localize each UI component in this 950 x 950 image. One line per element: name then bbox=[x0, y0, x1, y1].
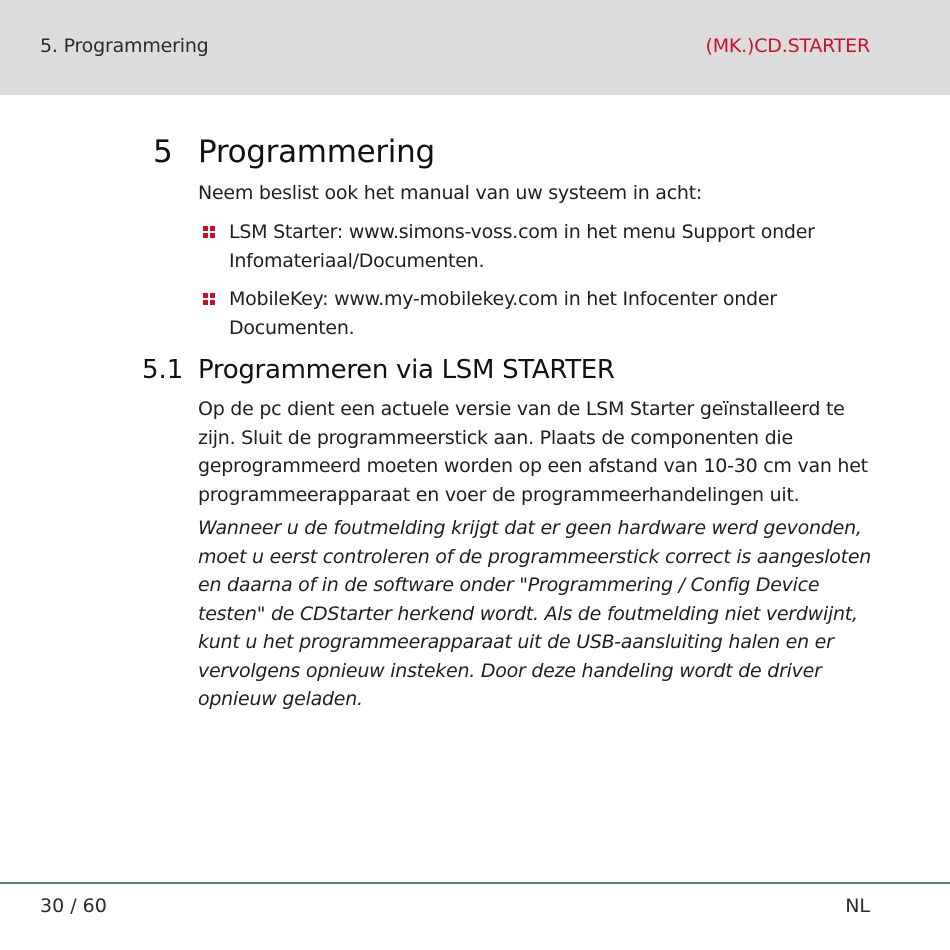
chapter-intro: Neem beslist ook het manual van uw systeem in acht: bbox=[198, 182, 703, 204]
page-header bbox=[0, 0, 950, 95]
section-note: Wanneer u de foutmelding krijgt dat er geen hardware werd gevonden, moet u eerst controleren of de programmeerstick correct is aangesloten en daarna of in de software onder "Programmering / Config Device testen" de CDStarter herkend wordt. Als de foutmelding niet verdwijnt, kunt u het programmeerapparaat uit de USB-aansluiting halen en er vervolgens opnieuw insteken. Door deze handeling wordt de driver opnieuw geladen. bbox=[198, 517, 872, 710]
footer-divider bbox=[0, 882, 950, 884]
section-title: Programmeren via LSM STARTER bbox=[198, 355, 615, 385]
page-number: 30 / 60 bbox=[40, 895, 107, 917]
section-number: 5.1 bbox=[142, 355, 184, 385]
bullet-icon bbox=[203, 293, 215, 305]
header-section-name: 5. Programmering bbox=[40, 35, 209, 57]
bullet-text: LSM Starter: www.simons-voss.com in het menu Support onder Infomateriaal/Documenten. bbox=[229, 221, 815, 272]
header-product-name: (MK.)CD.STARTER bbox=[705, 35, 870, 57]
section-paragraph: Op de pc dient een actuele versie van de LSM Starter geïnstalleerd te zijn. Sluit de programmeerstick aan. Plaats de componenten die geprogrammeerd moeten worden op een afstand van 10-30 cm van het programmeerapparaat en voer de programmeerhandelingen uit. bbox=[198, 398, 868, 506]
language-code: NL bbox=[845, 895, 870, 917]
bullet-icon bbox=[203, 226, 215, 238]
bullet-text: MobileKey: www.my-mobilekey.com in het Infocenter onder Documenten. bbox=[229, 288, 777, 339]
chapter-number: 5 bbox=[153, 134, 173, 170]
chapter-title: Programmering bbox=[198, 134, 435, 170]
